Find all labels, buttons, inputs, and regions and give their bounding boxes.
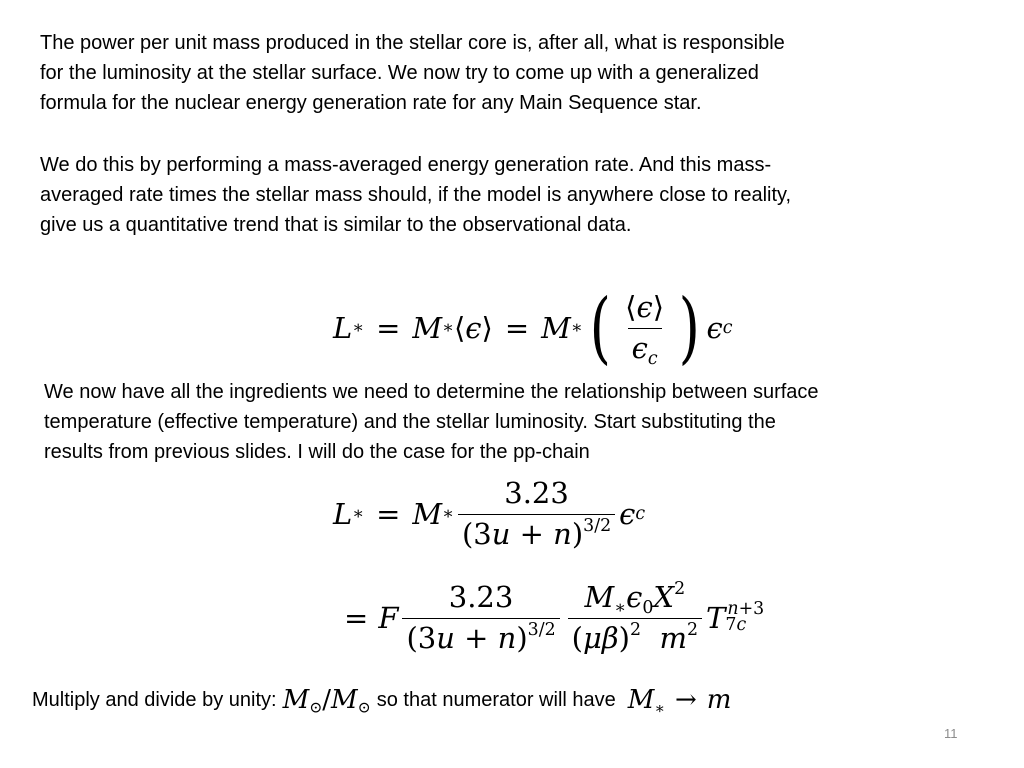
- unity-prefix-text: Multiply and divide by unity:: [32, 688, 277, 711]
- unity-instruction: [32, 682, 737, 718]
- text-line: give us a quantitative trend that is similar to the observational data.: [40, 214, 632, 236]
- text-line: results from previous slides. I will do the case for the pp-chain: [44, 441, 590, 463]
- mass-substitution: $M_∗ \to m$: [627, 685, 732, 718]
- numerator: 3.23: [504, 475, 569, 510]
- text-line: The power per unit mass produced in the stellar core is, after all, what is responsible: [40, 32, 785, 54]
- paragraph-mass-averaged: [40, 150, 791, 240]
- equation-luminosity-expanded: = F $\frac{3.23}{(3u + n)^{3/2}}$ $\frac{M_∗\epsilon_0X^2}{(\mu\beta)^2 m^2}$ T n+3 7c: [344, 578, 765, 655]
- paragraph-intro: [40, 28, 785, 118]
- text-line: We do this by performing a mass-averaged energy generation rate. And this mass-: [40, 154, 772, 176]
- equation-luminosity-pp-chain: L ∗ = M ∗ $\frac{3.23}{(3u + n)^{3/2}}$ ϵ c: [333, 475, 646, 551]
- text-line: formula for the nuclear energy generation rate for any Main Sequence star.: [40, 92, 702, 114]
- text-line: averaged rate times the stellar mass should, if the model is anywhere close to reality,: [40, 184, 792, 206]
- solar-mass-ratio: M⊙/M⊙: [282, 685, 371, 717]
- equation-luminosity-mass-averaged: L ∗ = M ∗ ⟨ ϵ ⟩ = M ∗ ( $\frac{⟨\epsilon⟩}{\epsilon_c}$ ) ϵ c: [333, 283, 733, 373]
- unity-middle-text: so that numerator will have: [376, 688, 616, 711]
- slide-number: 11: [944, 726, 958, 741]
- paragraph-ingredients: [44, 377, 819, 467]
- numerator: 3.23: [448, 579, 514, 614]
- text-line: for the luminosity at the stellar surface. We now try to come up with a generalized: [40, 62, 759, 84]
- text-line: temperature (effective temperature) and the stellar luminosity. Start substituting the: [44, 411, 776, 433]
- text-line: We now have all the ingredients we need to determine the relationship between surface: [44, 381, 819, 403]
